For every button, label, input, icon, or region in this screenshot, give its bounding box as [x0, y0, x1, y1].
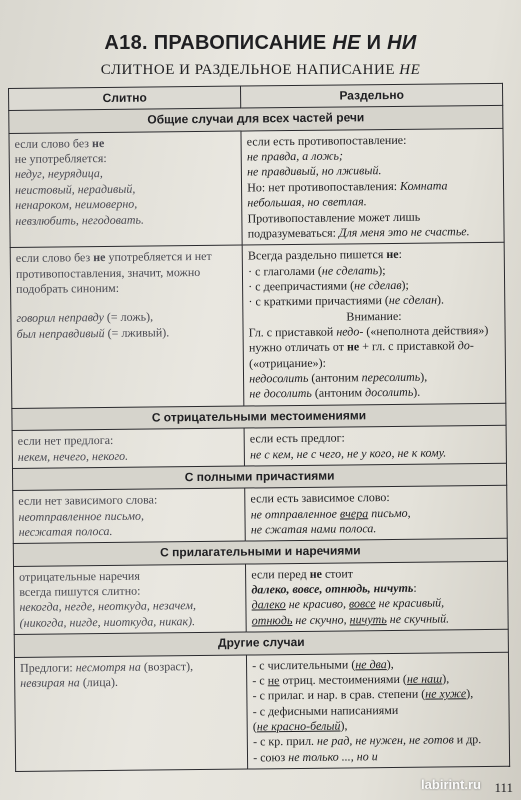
example-line: (никогда, нигде, ниоткуда, никак). [19, 613, 196, 630]
rule-line: если есть предлог: [249, 430, 345, 446]
text-bold: не [91, 135, 105, 150]
rule-line: - с дефисными написаниями [252, 702, 399, 719]
example-line: неотправленное письмо, [18, 508, 145, 524]
text: Предлоги: [19, 659, 76, 675]
example-text: досолить [365, 385, 414, 400]
example-line: неистовый, нерадивый, [14, 181, 136, 197]
text: (= ложь), [103, 309, 154, 325]
page-title [0, 32, 521, 55]
text: (= лживый). [104, 324, 170, 340]
table-row [13, 486, 508, 544]
text: - с [252, 673, 268, 688]
example-text: не скучно, [292, 612, 350, 627]
text: - с числительными ( [252, 656, 356, 672]
example-text: не наш [406, 671, 443, 686]
page-number: 111 [494, 780, 513, 795]
example-text: не скучный. [386, 611, 450, 626]
cell-left [10, 245, 244, 408]
cell-left [12, 428, 245, 468]
page-subtitle [0, 62, 521, 79]
example-text-underlined: вовсе [348, 596, 376, 611]
rule-line [252, 686, 503, 704]
text: · с деепричастиями ( [248, 278, 355, 294]
example-text: не два [355, 656, 387, 671]
text: ), [442, 671, 450, 686]
table-row [14, 561, 509, 635]
example-text: не красно-белый [256, 718, 341, 734]
rule-line: если есть зависимое слово: [250, 490, 390, 506]
cell-left [13, 488, 246, 544]
table-row [12, 425, 506, 468]
rule-line: если нет предлога: [17, 433, 114, 449]
example-text: Для меня это не счастье. [338, 224, 470, 240]
rule-line: всегда пишутся слитно: [19, 583, 141, 599]
column-header-right: Раздельно [241, 83, 503, 108]
text: и др. [453, 732, 482, 747]
example-text: не досолить [249, 386, 312, 401]
text-bold: не [309, 566, 322, 581]
example-line [249, 384, 500, 402]
text: - с прилаг. и нар. в срав. степени ( [252, 686, 426, 703]
text: ); [401, 277, 409, 292]
text: стоит [321, 566, 354, 581]
example-line: невзлюбить, негодовать. [15, 212, 145, 228]
title-ni: НИ [387, 32, 417, 54]
column-header-left: Слитно [9, 86, 241, 111]
example-line: несжатая полоса. [18, 523, 113, 539]
table-row [10, 243, 506, 409]
text: - с кр. прил. [252, 734, 318, 749]
example-text: не красивый, [375, 595, 445, 611]
example-text: недо- [336, 324, 364, 339]
text-bold: не [346, 339, 360, 354]
cell-left [14, 655, 247, 772]
example-text: не хуже [425, 686, 467, 701]
text: Но: нет противопоставления: [247, 178, 401, 195]
text: · с глаголами ( [248, 263, 322, 279]
text: если слово без [14, 135, 93, 151]
example-line: ненароком, неимоверно, [15, 196, 138, 213]
cell-right [247, 652, 510, 769]
title-text: А18. ПРАВОПИСАНИЕ [104, 32, 333, 54]
subtitle-ne: НЕ [399, 62, 421, 78]
text: ). [413, 385, 421, 400]
text: (лица). [79, 674, 118, 690]
example-text: несмотря на [75, 659, 141, 674]
text: ); [378, 262, 386, 277]
cell-right [246, 561, 509, 632]
cell-right [241, 128, 504, 245]
watermark: labirint.ru [421, 777, 481, 792]
table-row [9, 128, 504, 248]
example-text-underlined: вчера [339, 505, 369, 521]
example-text: до- [457, 338, 474, 353]
text: (антоним [308, 370, 362, 385]
text: употребляется и нет противопоставления, значит, можно подобрать синоним: [15, 249, 212, 296]
cell-left [14, 564, 247, 635]
text-bold: не [386, 247, 399, 262]
rule-line: если есть противопоставление: [246, 132, 407, 149]
text: ( [252, 719, 257, 734]
example-line: не сжатая нами полоса. [250, 521, 377, 537]
text-underlined: не [267, 673, 280, 688]
text: : [398, 247, 402, 262]
example-line: некем, нечего, некого. [17, 448, 129, 464]
example-line: не с кем, не с чего, не у кого, не к кому. [249, 444, 447, 462]
text: · с краткими причастиями ( [248, 293, 389, 309]
text: ). [436, 292, 445, 307]
example-text: не красиво, [285, 596, 350, 612]
example-line [252, 611, 503, 629]
example-text-underlined: ничуть [349, 611, 387, 627]
subtitle-text: СЛИТНОЕ И РАЗДЕЛЬНОЕ НАПИСАНИЕ [100, 62, 400, 78]
cell-left [9, 131, 242, 248]
cell-right [244, 425, 506, 465]
text: ), [466, 686, 474, 701]
text-bold: не [93, 250, 106, 265]
example-text: был неправдивый [16, 325, 105, 341]
example-line [16, 324, 237, 342]
title-and: И [360, 32, 388, 54]
text: Противопоставление может лишь подразумеваться: [247, 209, 421, 241]
cell-right [242, 243, 505, 406]
rule-line [253, 747, 504, 765]
rule-line [249, 323, 500, 372]
example-text-underlined: далеко [251, 597, 286, 612]
text: если слово без [15, 250, 94, 266]
text: : [413, 580, 417, 595]
text: (антоним [311, 385, 366, 401]
example-text: Комната небольшая, но светлая. [247, 178, 448, 210]
cell-right [245, 486, 507, 542]
text: отриц. местоимениями ( [279, 671, 407, 688]
example-text: не сделать [321, 262, 379, 278]
table-row [14, 652, 509, 772]
text: Гл. с приставкой [248, 324, 337, 340]
text: - союз [253, 749, 289, 765]
rule-line [253, 732, 504, 750]
section-participles: С полными причастиями [12, 463, 506, 491]
section-pronouns: С отрицательными местоимениями [12, 403, 506, 431]
example-text: не рад, не нужен, не готов [316, 732, 454, 749]
example-text: не сделав [353, 277, 402, 293]
text: если перед [251, 566, 310, 582]
text-bold-italic: далеко, вовсе, отнюдь, ничуть [251, 580, 414, 597]
text: («неполнота действия») нужно отличать от [248, 323, 489, 355]
text: ), [340, 718, 348, 733]
rule-line [20, 673, 241, 691]
rule-line [247, 208, 498, 241]
text: («отрицание»): [248, 355, 327, 371]
example-text: говорил неправду [16, 310, 104, 326]
title-ne: НЕ [332, 32, 361, 54]
example-text: не только ..., но и [288, 748, 378, 764]
example-text: недосолить [249, 370, 309, 386]
example-text: письмо, [368, 505, 411, 520]
text: ), [386, 656, 394, 671]
text: Всегда раздельно пишется [247, 247, 387, 263]
example-line: недуг, неурядица, [14, 166, 103, 182]
example-line: не правда, а ложь; [246, 148, 344, 164]
example-text: невзирая на [20, 675, 80, 690]
example-line: не правдивый, но лживый. [246, 163, 382, 179]
section-adj-adv: С прилагательными и наречиями [13, 539, 507, 567]
example-text: не сделан [388, 292, 438, 308]
rules-table [8, 83, 510, 772]
text: + гл. с приставкой [359, 338, 458, 354]
example-text: не отправленное [250, 506, 340, 522]
rule-line: не употребляется: [14, 151, 107, 167]
example-line: некогда, негде, неоткуда, незачем, [19, 598, 197, 615]
rule-line [247, 178, 498, 211]
section-general: Общие случаи для всех частей речи [9, 106, 503, 134]
example-text: пересолить [361, 369, 421, 385]
text: ), [420, 369, 428, 384]
rule-line: отрицательные наречия [19, 568, 140, 584]
example-text-underlined: отнюдь [251, 612, 293, 628]
rule-line [16, 249, 238, 297]
section-other: Другие случаи [14, 629, 508, 657]
text: (возраст), [140, 658, 194, 674]
attention-heading: Внимание: [346, 308, 402, 324]
rule-line: если нет зависимого слова: [18, 492, 158, 509]
